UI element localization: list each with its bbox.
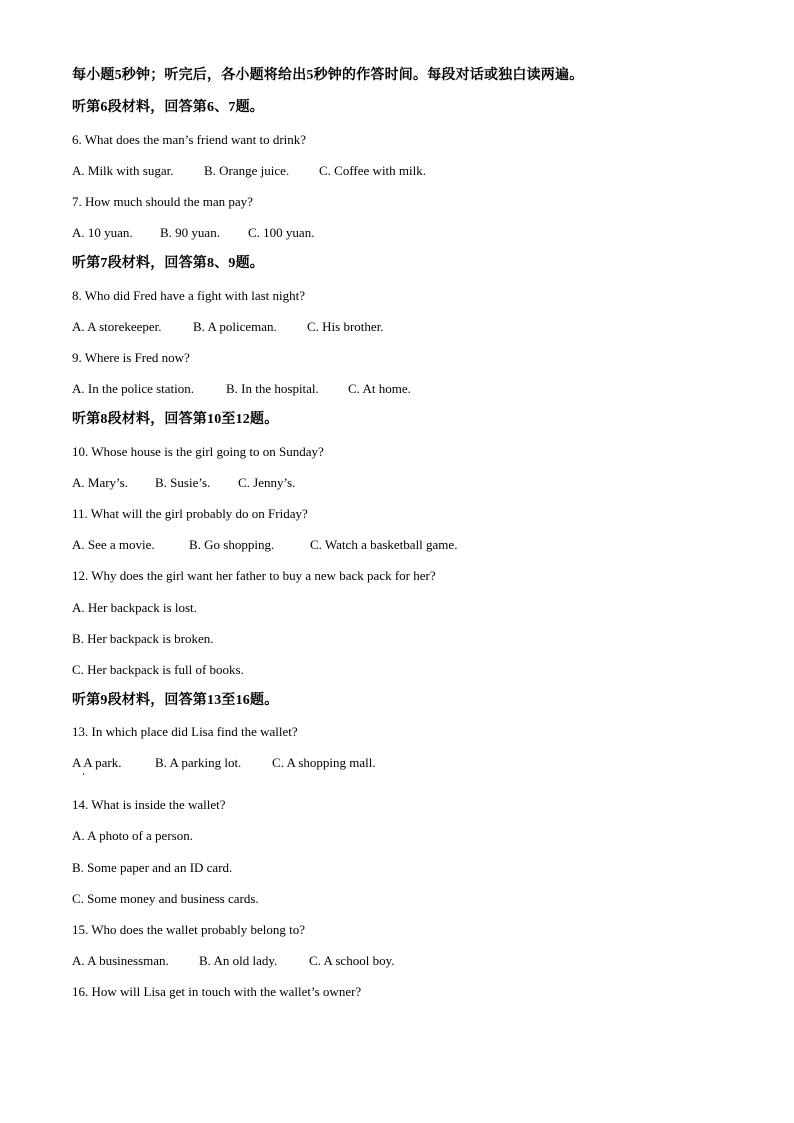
section-heading: 听第7段材料，回答第8、9题。 bbox=[72, 256, 264, 271]
section-heading: 听第9段材料，回答第13至16题。 bbox=[72, 693, 279, 708]
option-c: C. 100 yuan. bbox=[248, 225, 315, 240]
option-b: B. A policeman. bbox=[193, 319, 277, 334]
question-text: 7. How much should the man pay? bbox=[72, 194, 253, 209]
options-row bbox=[72, 163, 426, 179]
question-text: 16. How will Lisa get in touch with the wallet’s owner? bbox=[72, 984, 362, 999]
options-row bbox=[72, 475, 295, 491]
option-c: C. Watch a basketball game. bbox=[310, 537, 458, 552]
option-b: B. 90 yuan. bbox=[160, 225, 220, 240]
options-row bbox=[72, 953, 394, 969]
options-row bbox=[72, 537, 457, 553]
option-c: C. Jenny’s. bbox=[238, 475, 296, 490]
option-b: B. Orange juice. bbox=[204, 163, 290, 178]
options-row bbox=[72, 381, 411, 397]
option-c: C. His brother. bbox=[307, 319, 384, 334]
option-c: C. A shopping mall. bbox=[272, 755, 376, 770]
section-heading: 听第8段材料，回答第10至12题。 bbox=[72, 412, 279, 427]
option-a: A. Milk with sugar. bbox=[72, 163, 174, 178]
option-a: A. Her backpack is lost. bbox=[72, 600, 197, 615]
question-text: 14. What is inside the wallet? bbox=[72, 797, 226, 812]
question-text: 13. In which place did Lisa find the wallet? bbox=[72, 724, 298, 739]
question-text: 6. What does the man’s friend want to drink? bbox=[72, 132, 307, 147]
section-heading: 听第6段材料，回答第6、7题。 bbox=[72, 100, 264, 115]
option-b: B. Go shopping. bbox=[189, 537, 275, 552]
options-row bbox=[72, 319, 384, 335]
option-b: B. In the hospital. bbox=[226, 381, 319, 396]
option-c: C. At home. bbox=[348, 381, 411, 396]
option-c: C. Her backpack is full of books. bbox=[72, 662, 244, 677]
option-a: A. In the police station. bbox=[72, 381, 195, 396]
option-a: A. A photo of a person. bbox=[72, 828, 193, 843]
options-row bbox=[72, 225, 314, 241]
option-b: B. Susie’s. bbox=[155, 475, 211, 490]
options-row bbox=[72, 755, 376, 771]
question-text: 15. Who does the wallet probably belong to? bbox=[72, 922, 305, 937]
question-text: 10. Whose house is the girl going to on Sunday? bbox=[72, 444, 324, 459]
option-c: C. Some money and business cards. bbox=[72, 891, 259, 906]
stray-mark bbox=[83, 773, 84, 775]
option-a: A. A businessman. bbox=[72, 953, 169, 968]
option-b: B. Some paper and an ID card. bbox=[72, 860, 233, 875]
option-c: C. Coffee with milk. bbox=[319, 163, 427, 178]
option-a: A. A storekeeper. bbox=[72, 319, 162, 334]
question-text: 8. Who did Fred have a fight with last night? bbox=[72, 288, 305, 303]
option-a: A. Mary’s. bbox=[72, 475, 128, 490]
option-a: A. 10 yuan. bbox=[72, 225, 133, 240]
option-b: B. Her backpack is broken. bbox=[72, 631, 214, 646]
option-b: B. A parking lot. bbox=[155, 755, 242, 770]
option-c: C. A school boy. bbox=[309, 953, 395, 968]
option-a: A. See a movie. bbox=[72, 537, 155, 552]
question-text: 11. What will the girl probably do on Friday? bbox=[72, 506, 308, 521]
question-text: 12. Why does the girl want her father to buy a new back pack for her? bbox=[72, 568, 436, 583]
option-b: B. An old lady. bbox=[199, 953, 278, 968]
instructions-text: 每小题5秒钟；听完后，各小题将给出5秒钟的作答时间。每段对话或独白读两遍。 bbox=[72, 68, 584, 83]
option-a: A A park. bbox=[72, 755, 122, 770]
question-text: 9. Where is Fred now? bbox=[72, 350, 190, 365]
